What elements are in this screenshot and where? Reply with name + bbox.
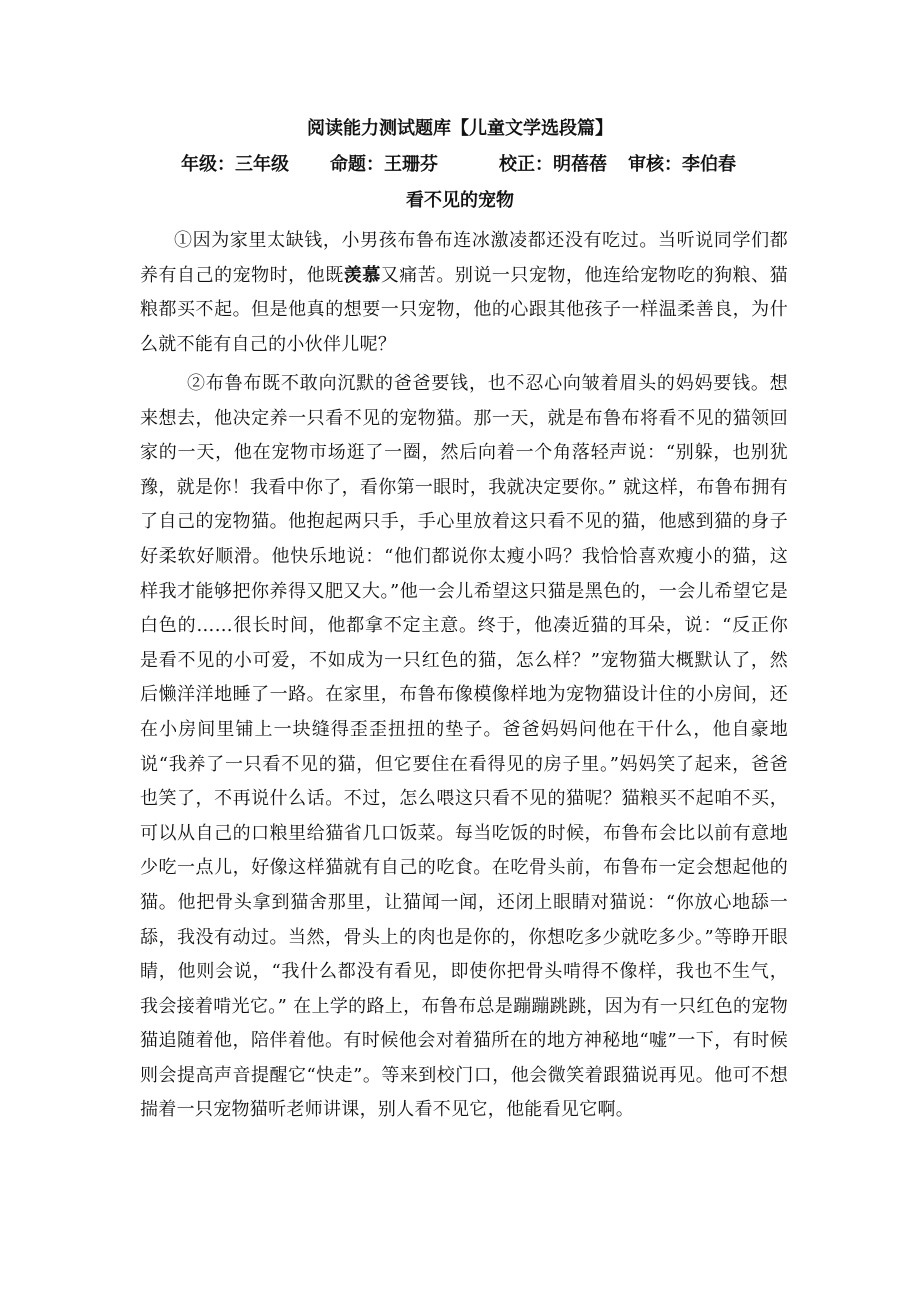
grade-label: 年级：三年级 [181,154,289,175]
proofreader-label: 校正：明蓓蓓 [499,154,607,175]
document-title: 阅读能力测试题库【儿童文学选段篇】 [307,118,613,139]
paragraph-1 [140,224,788,362]
story-title: 看不见的宠物 [406,190,514,211]
document-meta [0,153,920,177]
paragraph-1-emphasis: 羡慕 [343,264,381,286]
paragraph-2: ②布鲁布既不敢向沉默的爸爸要钱，也不忍心向皱着眉头的妈妈要钱。想来想去，他决定养一只看不见的宠物猫。那一天，就是布鲁布将看不见的猫领回家的一天，他在宠物市场逛了一圈，然后向着一个角落轻声说：“别躲，也别犹豫，就是你！我看中你了，看你第一眼时，我就决定要你。” 就这样，布鲁布拥有了自己的宠物猫。他抱起两只手，手心里放着这只看不见的猫，他感到猫的身子好柔软好顺滑。他快乐地说：“他们都说你太瘦小吗？我恰恰喜欢瘦小的猫，这样我才能够把你养得又肥又大。”他一会儿希望这只猫是黑色的，一会儿希望它是白色的……很长时间，他都拿不定主意。终于，他凑近猫的耳朵，说：“反正你是看不见的小可爱，不如成为一只红色的猫，怎么样？”宠物猫大概默认了，然后懒洋洋地睡了一路。在家里，布鲁布像模像样地为宠物猫设计住的小房间，还在小房间里铺上一块缝得歪歪扭扭的垫子。爸爸妈妈问他在干什么，他自豪地说“我养了一只看不见的猫，但它要住在看得见的房子里。”妈妈笑了起来，爸爸也笑了，不再说什么话。不过，怎么喂这只看不见的猫呢？猫粮买不起咱不买，可以从自己的口粮里给猫省几口饭菜。每当吃饭的时候，布鲁布会比以前有意地少吃一点儿，好像这样猫就有自己的吃食。在吃骨头前，布鲁布一定会想起他的猫。他把骨头拿到猫舍那里，让猫闻一闻，还闭上眼睛对猫说：“你放心地舔一舔，我没有动过。当然，骨头上的肉也是你的，你想吃多少就吃多少。”等睁开眼睛，他则会说，“我什么都没有看见，即使你把骨头啃得不像样，我也不生气，我会接着啃光它。” 在上学的路上，布鲁布总是蹦蹦跳跳，因为有一只红色的宠物猫追随着他，陪伴着他。有时候他会对着猫所在的地方神秘地“嘘”一下，有时候则会提高声音提醒它“快走”。等来到校门口，他会微笑着跟猫说再见。他可不想揣着一只宠物猫听老师讲课，别人看不见它，他能看见它啊。 [140,373,788,1121]
paragraph-1-after: 又痛苦。别说一只宠物，他连给宠物吃的狗粮、猫粮都买不起。但是他真的想要一只宠物，他的心跟其他孩子一样温柔善良，为什么就不能有自己的小伙伴儿呢？ [140,264,788,355]
author-label: 命题：王珊芬 [330,154,438,175]
reviewer-label: 审核：李伯春 [628,154,736,175]
paragraph-1-before: ①因为家里太缺钱，小男孩布鲁布连冰激凌都还没有吃过。当听说同学们都养有自己的宠物时，他既 [140,230,788,286]
